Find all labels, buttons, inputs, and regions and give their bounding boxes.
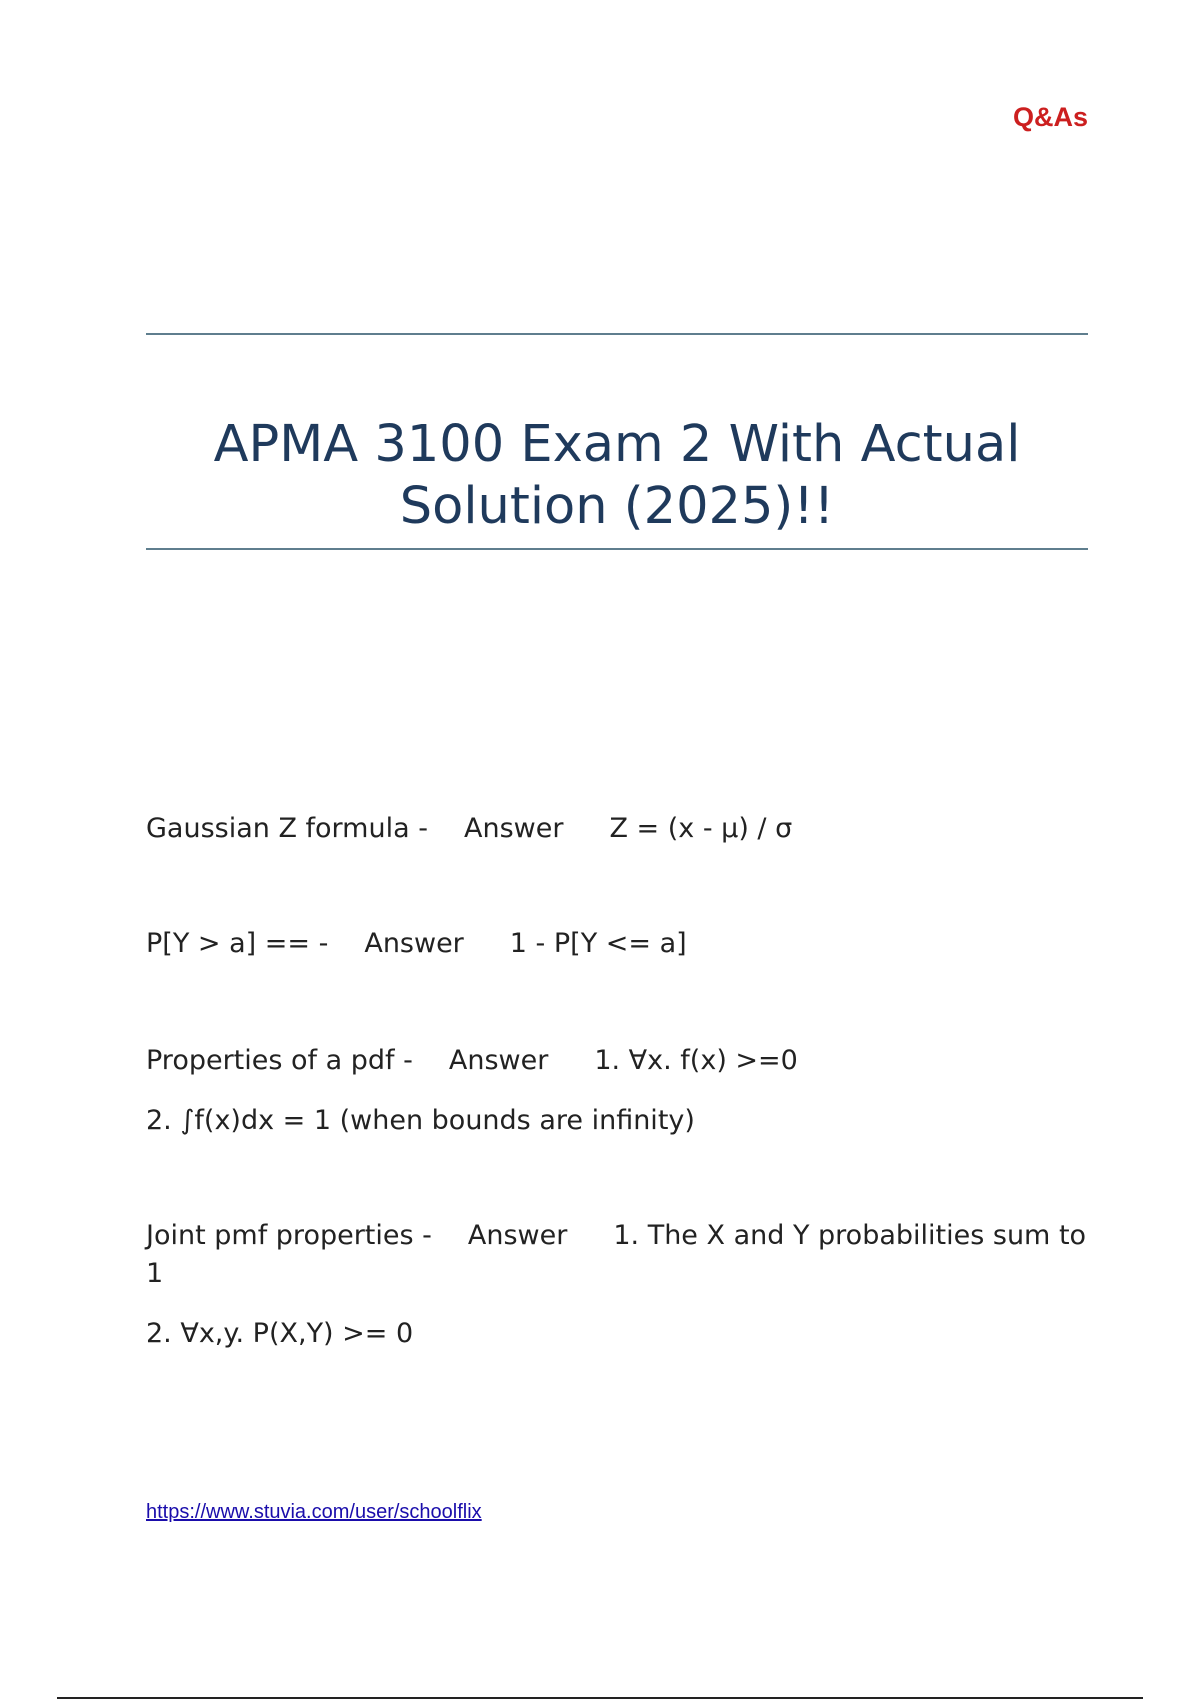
stuvia-profile-link[interactable]: https://www.stuvia.com/user/schoolflix [146, 1501, 482, 1523]
title-bottom-divider [146, 548, 1088, 550]
qa-answer: 1 - P[Y <= a] [509, 928, 687, 959]
qa-question: Joint pmf properties - [146, 1220, 432, 1251]
qa-item-gaussian-z [146, 810, 1088, 848]
qa-answer-label: Answer [463, 813, 564, 844]
qa-answer-label: Answer [448, 1045, 549, 1076]
title-top-divider [146, 333, 1088, 335]
qa-question: Properties of a pdf - [146, 1045, 413, 1076]
qa-answer: 1. ∀x. f(x) >=0 [594, 1045, 798, 1076]
qa-answer-continuation: 2. ∫f(x)dx = 1 (when bounds are infinity) [146, 1105, 695, 1136]
qa-item-complement [146, 925, 1088, 963]
footer-divider [57, 1697, 1143, 1699]
qa-answer-label: Answer [364, 928, 464, 959]
qa-answer: 1. The X and Y probabilities sum to 1 [146, 1220, 1087, 1289]
document-title: APMA 3100 Exam 2 With Actual Solution (2025)!! [213, 415, 1021, 536]
qa-answer-label: Answer [467, 1220, 568, 1251]
qa-item-pdf-properties [146, 1042, 1088, 1140]
qa-question: P[Y > a] == - [146, 928, 329, 959]
qas-badge: Q&As [1012, 102, 1088, 132]
qa-item-joint-pmf [146, 1217, 1088, 1353]
qa-question: Gaussian Z formula - [146, 813, 428, 844]
qa-answer-continuation: 2. ∀x,y. P(X,Y) >= 0 [146, 1318, 414, 1349]
qa-answer: Z = (x - μ) / σ [609, 813, 793, 844]
